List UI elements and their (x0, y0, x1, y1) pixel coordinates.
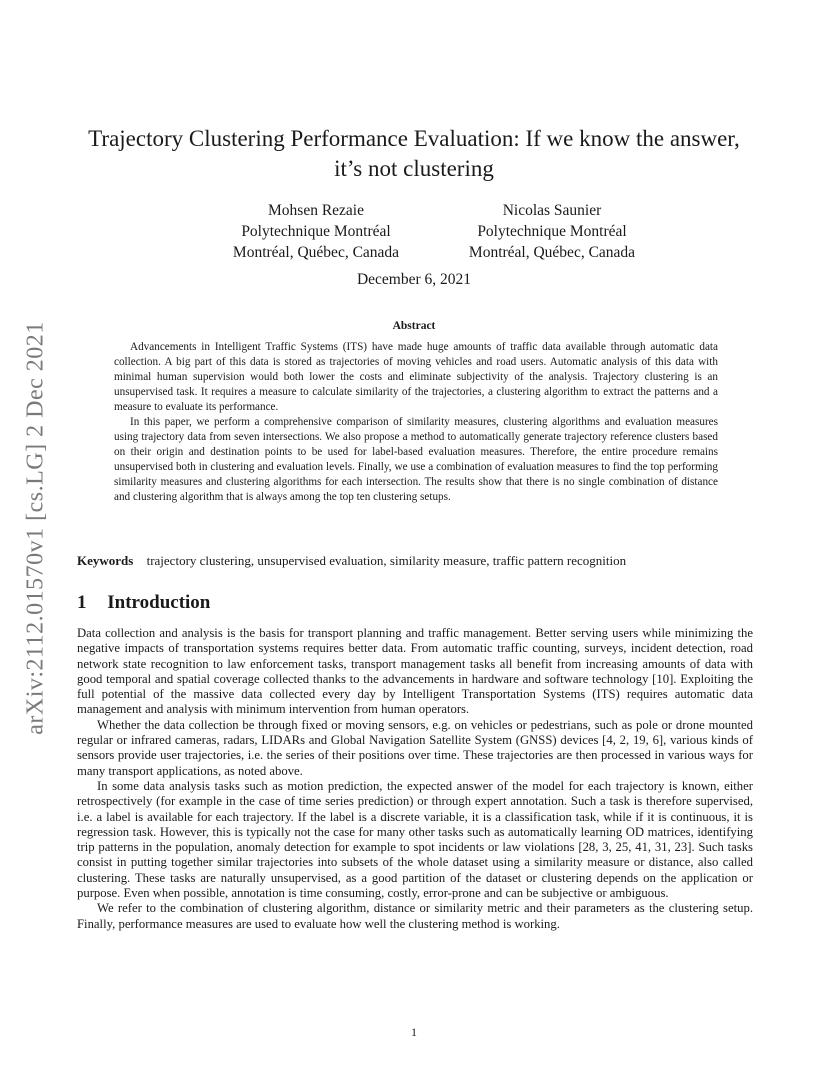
paper-date: December 6, 2021 (356, 271, 472, 288)
abstract-paragraph: Advancements in Intelligent Traffic Systems (ITS) have made huge amounts of traffic data available through automatic data collection. A big part of this data is stored as trajectories of moving vehicles and road users. Automatic analysis of this data with minimal human supervision would both lower the costs and eliminate subjectivity of the analysis. Trajectory clustering is an unsupervised task. It requires a measure to calculate similarity of the trajectories, a clustering algorithm to extract the patterns and a measure to evaluate its performance. (114, 341, 718, 413)
keywords-label: Keywords (77, 553, 134, 568)
section-title: Introduction (107, 592, 211, 613)
author-location: Montréal, Québec, Canada (468, 244, 636, 261)
section-number: 1 (77, 592, 87, 613)
keywords-text: trajectory clustering, unsupervised evaluation, similarity measure, traffic pattern recognition (146, 553, 627, 568)
section-body (77, 626, 753, 932)
body-paragraph: Data collection and analysis is the basis for transport planning and traffic management. Better serving users while minimizing the negative impacts of transportation systems requires better data. From automatic traffic counting, surveys, incident detection, road network state recognition to law enforcement tasks, transport management tasks all benefit from increasing amounts of data with good temporal and spatial coverage collected thanks to the advancements in hardware and software technology [10]. Exploiting the full potential of the massive data collected every day by Intelligent Transportation Systems (ITS) requires automatic data management and analysis with minimum intervention from human operators. (77, 626, 753, 717)
author-affiliation: Polytechnique Montréal (241, 223, 391, 240)
author-name: Mohsen Rezaie (268, 202, 364, 219)
title-line-2: it’s not clustering (334, 156, 494, 181)
page-number: 1 (411, 1025, 417, 1039)
author-affiliation: Polytechnique Montréal (477, 223, 627, 240)
body-paragraph: In some data analysis tasks such as motion prediction, the expected answer of the model for each trajectory is known, either retrospectively (for example in the case of time series prediction) or through expert annotation. Such a task is therefore supervised, i.e. a label is available for each trajectory. If the label is a discrete variable, it is a classification task, while if it is continuous, it is regression task. However, this is typically not the case for many other tasks such as automatically learning OD matrices, identifying trip patterns in the population, anomaly detection for example to spot incidents or law violations [28, 3, 25, 41, 31, 23]. Such tasks consist in putting together similar trajectories into subsets of the whole dataset using a similarity measure or distance, also called clustering. These tasks are naturally unsupervised, as a good partition of the dataset or clustering depends on the application or purpose. Even when possible, annotation is time consuming, costly, error-prone and can be subjective or ambiguous. (77, 778, 753, 901)
author-2 (412, 200, 692, 263)
keywords (77, 553, 751, 569)
author-name: Nicolas Saunier (502, 202, 602, 219)
title-line-1: Trajectory Clustering Performance Evaluation: If we know the answer, (88, 126, 740, 151)
author-location: Montréal, Québec, Canada (232, 244, 400, 261)
abstract-paragraph: In this paper, we perform a comprehensive comparison of similarity measures, clustering algorithms and evaluation measures using trajectory data from seven intersections. We also propose a method to automatically generate trajectory reference clusters based on their origin and destination points to be used for label-based evaluation measures. Therefore, the entire procedure remains unsupervised both in clustering and evaluation levels. Finally, we use a combination of evaluation measures to find the top performing similarity measures and clustering algorithms for each intersection. The results show that there is no single combination of distance and clustering algorithm that is always among the top ten clustering setups. (114, 416, 718, 503)
abstract-heading: Abstract (392, 320, 436, 332)
abstract-body (114, 340, 718, 505)
paper-title (76, 124, 752, 184)
body-paragraph: Whether the data collection be through fixed or moving sensors, e.g. on vehicles or pedestrians, such as pole or drone mounted regular or infrared cameras, radars, LIDARs and Global Navigation Satellite System (GNSS) devices [4, 2, 19, 6], various kinds of sensors provide user trajectories, i.e. the series of their positions over time. These trajectories are then processed in various ways for many transport applications, as noted above. (77, 717, 753, 778)
section-heading (77, 592, 210, 614)
arxiv-stamp: arXiv:2112.01570v1 [cs.LG] 2 Dec 2021 (22, 321, 49, 735)
body-paragraph: We refer to the combination of clustering algorithm, distance or similarity metric and their parameters as the clustering setup. Finally, performance measures are used to evaluate how well the clustering method is working. (77, 901, 753, 931)
